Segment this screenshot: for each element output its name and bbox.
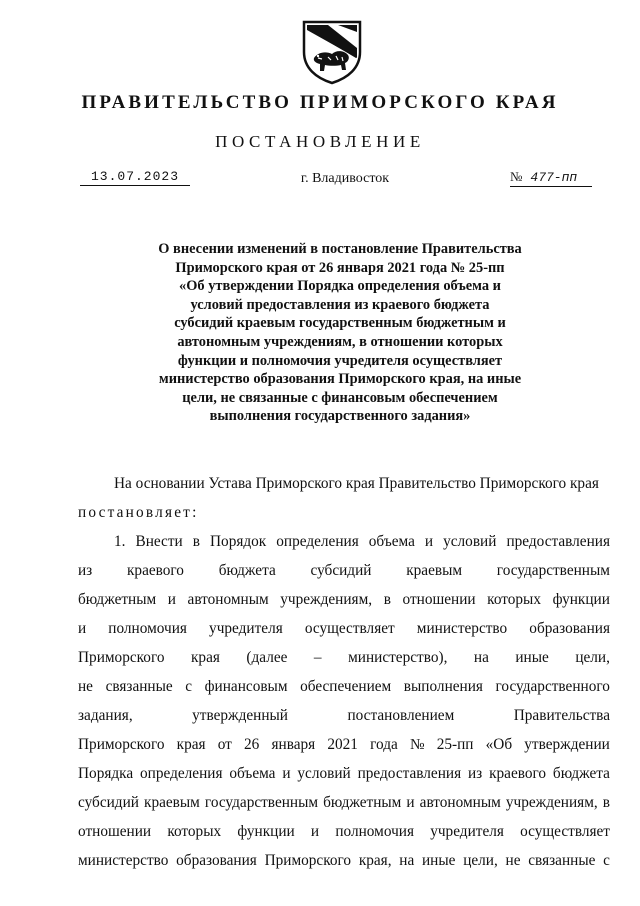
- paragraph-line: [78, 730, 610, 759]
- word: учреждениям,: [505, 794, 598, 811]
- document-date: 13.07.2023: [80, 169, 190, 186]
- word: полномочия: [108, 620, 187, 637]
- word: утверждении: [524, 736, 610, 753]
- word: бюджета: [218, 562, 276, 579]
- word: определения: [276, 533, 359, 550]
- heading-line: выполнения государственного задания»: [209, 408, 471, 425]
- word: государственного: [495, 678, 610, 695]
- word: утвержденный: [192, 707, 288, 724]
- word: краевого: [489, 765, 547, 782]
- document-body: [78, 469, 610, 875]
- word: иные: [515, 649, 549, 666]
- word: предоставления: [506, 533, 610, 550]
- word: осуществляет: [304, 620, 395, 637]
- word: и: [424, 533, 434, 550]
- heading-line: субсидий краевым государственным бюджетным и: [174, 315, 506, 332]
- word: иные: [422, 852, 456, 869]
- word: края: [191, 649, 220, 666]
- heading-line: цели, не связанные с финансовым обеспечением: [182, 389, 498, 406]
- word: министерство: [416, 620, 508, 637]
- word: функции: [237, 823, 295, 840]
- number-sign: №: [510, 169, 523, 184]
- heading-line: функции и полномочия учредителя осуществляет: [177, 352, 503, 369]
- word: не: [78, 678, 93, 695]
- paragraph-line: [78, 788, 610, 817]
- word: Приморского: [78, 736, 165, 753]
- heading-line: автономным учреждениям, в отношении которых: [177, 333, 503, 350]
- word: учредителя: [430, 823, 504, 840]
- word: финансовым: [204, 678, 288, 695]
- word: с: [185, 678, 193, 695]
- word: 2021: [327, 736, 358, 753]
- word: и: [78, 620, 87, 637]
- heading-line: условий предоставления из краевого бюджета: [190, 296, 490, 313]
- word: условий: [297, 765, 351, 782]
- heading-line: министерство образования Приморского края, на иные: [158, 371, 522, 388]
- document-number: [510, 169, 592, 187]
- word: и: [406, 794, 415, 811]
- word: отношении: [402, 591, 476, 608]
- word: выполнения: [403, 678, 483, 695]
- word: определения: [140, 765, 223, 782]
- word: Порядок: [210, 533, 267, 550]
- word: (далее: [246, 649, 288, 666]
- preamble: На основании Устава Приморского края Правительство Приморского края: [114, 475, 599, 492]
- word: учреждениям,: [280, 591, 373, 608]
- word: объема: [229, 765, 276, 782]
- word: условий: [443, 533, 497, 550]
- word: объема: [368, 533, 415, 550]
- word: в: [383, 591, 391, 608]
- word: полномочия: [335, 823, 414, 840]
- word: постановлением: [347, 707, 455, 724]
- paragraph-line: [78, 556, 610, 585]
- word: 26: [244, 736, 260, 753]
- word: отношении: [78, 823, 152, 840]
- word: государственным: [496, 562, 610, 579]
- paragraph-line: [78, 759, 610, 788]
- heading-line: О внесении изменений в постановление Правительства: [158, 241, 522, 257]
- paragraph-line: [78, 585, 610, 614]
- word: учредителя: [209, 620, 283, 637]
- word: и: [282, 765, 291, 782]
- word: осуществляет: [520, 823, 610, 840]
- word: и: [310, 823, 320, 840]
- word: которых: [167, 823, 222, 840]
- word: –: [313, 649, 322, 666]
- word: автономным: [187, 591, 269, 608]
- word: Внести: [135, 533, 183, 550]
- word: 1.: [114, 533, 126, 550]
- word: Правительства: [513, 707, 610, 724]
- word: в: [602, 794, 610, 811]
- word: задания,: [78, 707, 133, 724]
- document-heading: [130, 240, 550, 426]
- paragraph-line: [78, 614, 610, 643]
- word: функции: [552, 591, 610, 608]
- word: из: [467, 765, 483, 782]
- word: и: [167, 591, 176, 608]
- paragraph-line: [78, 527, 610, 556]
- word: 25-пп: [436, 736, 474, 753]
- paragraph-line: [78, 846, 610, 875]
- word: бюджетным: [78, 591, 157, 608]
- paragraph-line: [78, 643, 610, 672]
- paragraph-line: [78, 817, 610, 846]
- paragraph-line: [78, 701, 610, 730]
- word: года: [370, 736, 398, 753]
- word: из: [78, 562, 93, 579]
- word: предоставления: [357, 765, 462, 782]
- resolves-word: постановляет:: [78, 504, 199, 521]
- coat-of-arms-icon: [298, 18, 366, 86]
- word: края,: [358, 852, 392, 869]
- document-type: ПОСТАНОВЛЕНИЕ: [215, 132, 425, 151]
- government-title: ПРАВИТЕЛЬСТВО ПРИМОРСКОГО КРАЯ: [81, 92, 559, 113]
- word: Приморского: [78, 649, 165, 666]
- word: субсидий: [310, 562, 372, 579]
- word: субсидий: [78, 794, 139, 811]
- word: краевым: [406, 562, 463, 579]
- word: на: [399, 852, 415, 869]
- word: №: [409, 736, 425, 753]
- word: министерство: [78, 852, 169, 869]
- word: образования: [176, 852, 257, 869]
- word: автономным: [419, 794, 501, 811]
- word: связанные: [528, 852, 596, 869]
- word: государственным: [204, 794, 319, 811]
- word: цели,: [463, 852, 498, 869]
- document-city: г. Владивосток: [300, 171, 390, 186]
- word: в: [192, 533, 200, 550]
- word: Приморского: [264, 852, 352, 869]
- heading-line: «Об утверждении Порядка определения объема и: [179, 278, 501, 295]
- word: бюджета: [552, 765, 610, 782]
- paragraph-line: [78, 672, 610, 701]
- word: цели,: [575, 649, 610, 666]
- number-value: 477-пп: [530, 170, 578, 185]
- word: министерство),: [348, 649, 448, 666]
- word: краевого: [126, 562, 184, 579]
- word: обеспечением: [300, 678, 392, 695]
- word: января: [271, 736, 316, 753]
- word: краевым: [144, 794, 200, 811]
- word: которых: [487, 591, 541, 608]
- word: на: [473, 649, 489, 666]
- word: от: [217, 736, 232, 753]
- word: бюджетным: [323, 794, 402, 811]
- word: Порядка: [78, 765, 134, 782]
- word: образования: [529, 620, 610, 637]
- word: связанные: [105, 678, 173, 695]
- word: с: [603, 852, 610, 869]
- word: не: [505, 852, 521, 869]
- heading-line: Приморского края от 26 января 2021 года № 25-пп: [175, 259, 505, 276]
- word: «Об: [485, 736, 513, 753]
- word: края: [176, 736, 206, 753]
